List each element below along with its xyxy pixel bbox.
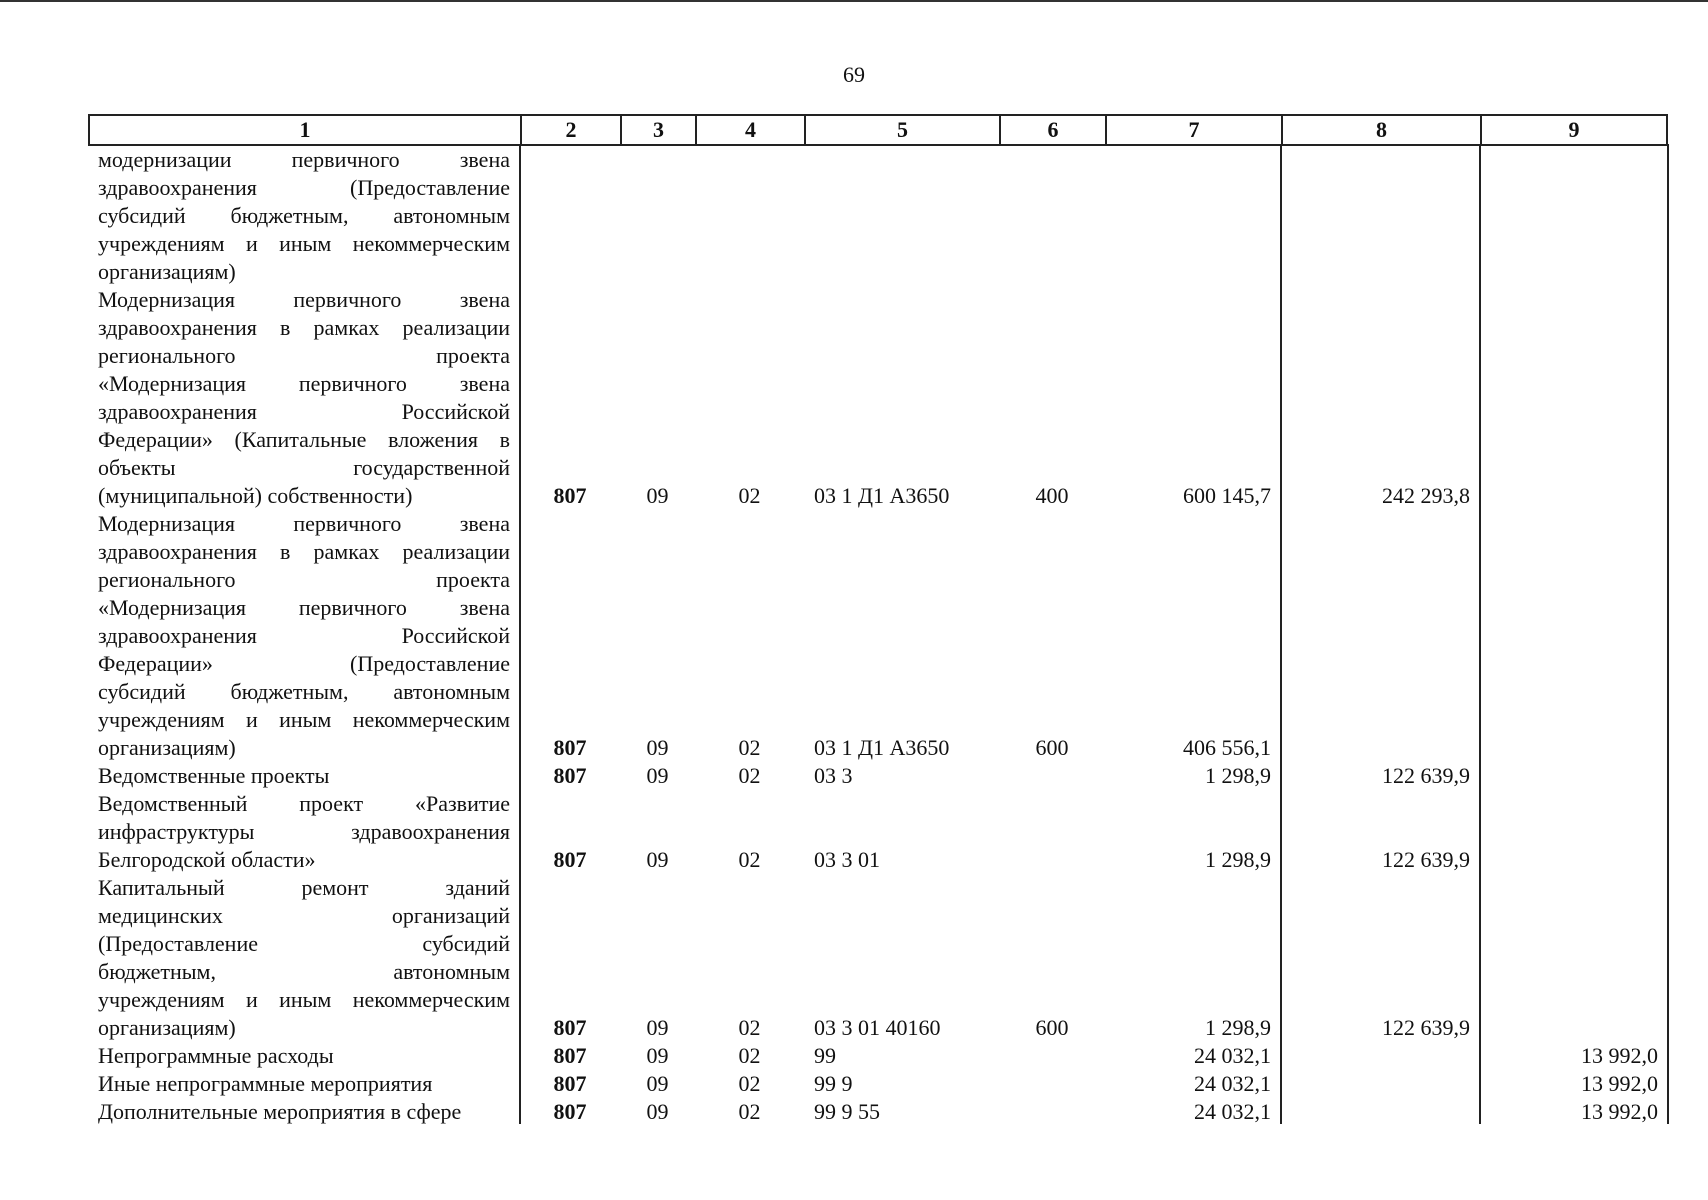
column-header-2: 2 — [520, 116, 620, 144]
cell-c5: 99 9 55 — [814, 1099, 880, 1124]
column-rule — [1479, 144, 1481, 1124]
cell-c5: 03 1 Д1 А3650 — [814, 483, 950, 508]
description-line: субсидий бюджетным, автономным — [98, 679, 510, 704]
description-line: Федерации» (Капитальные вложения в — [98, 427, 510, 452]
description-line: организациям) — [98, 735, 236, 760]
cell-c2: 807 — [553, 483, 587, 508]
row-description — [88, 510, 520, 762]
row-description — [88, 1042, 520, 1070]
cell-c4: 02 — [738, 1043, 761, 1068]
cell-c5: 03 3 01 40160 — [814, 1015, 941, 1040]
cell-c8: 242 293,8 — [1382, 483, 1470, 508]
description-line: бюджетным, автономным — [98, 959, 510, 984]
cell-c3: 09 — [646, 763, 669, 788]
description-line: субсидий бюджетным, автономным — [98, 203, 510, 228]
cell-c5: 99 9 — [814, 1071, 853, 1096]
cell-c2: 807 — [553, 1071, 587, 1096]
left-rule — [88, 114, 90, 144]
table-row — [88, 1098, 1668, 1126]
column-header-1: 1 — [88, 116, 520, 144]
cell-c3: 09 — [646, 735, 669, 760]
column-rule — [1280, 144, 1282, 1124]
description-line: Капитальный ремонт зданий — [98, 875, 510, 900]
cell-c4: 02 — [738, 1099, 761, 1124]
description-line: здравоохранения в рамках реализации — [98, 539, 510, 564]
cell-c7: 1 298,9 — [1205, 763, 1271, 788]
cell-c7: 600 145,7 — [1183, 483, 1271, 508]
cell-c4: 02 — [738, 483, 761, 508]
row-description — [88, 762, 520, 790]
table-row — [88, 1042, 1668, 1070]
cell-c9: 13 992,0 — [1581, 1071, 1658, 1096]
description-line: Модернизация первичного звена — [98, 287, 510, 312]
description-line: Дополнительные мероприятия в сфере — [98, 1099, 462, 1124]
cell-c2: 807 — [553, 735, 587, 760]
cell-c8: 122 639,9 — [1382, 763, 1470, 788]
description-line: Ведомственные проекты — [98, 763, 330, 788]
cell-c4: 02 — [738, 847, 761, 872]
table-header — [88, 114, 1668, 146]
description-line: Иные непрограммные мероприятия — [98, 1071, 433, 1096]
description-line: (Предоставление субсидий — [98, 931, 510, 956]
cell-c5: 03 3 01 — [814, 847, 880, 872]
column-header-7: 7 — [1105, 116, 1281, 144]
cell-c4: 02 — [738, 763, 761, 788]
table-row — [88, 146, 1668, 286]
description-line: здравоохранения Российской — [98, 399, 510, 424]
cell-c2: 807 — [553, 1015, 587, 1040]
description-line: Ведомственный проект «Развитие — [98, 791, 510, 816]
cell-c9: 13 992,0 — [1581, 1099, 1658, 1124]
description-line: (муниципальной) собственности) — [98, 483, 413, 508]
cell-c2: 807 — [553, 1043, 587, 1068]
cell-c7: 24 032,1 — [1194, 1043, 1271, 1068]
budget-table — [88, 114, 1668, 1126]
cell-c6: 400 — [1035, 483, 1069, 508]
table-row — [88, 286, 1668, 510]
description-line: «Модернизация первичного звена — [98, 371, 510, 396]
description-line: организациям) — [98, 1015, 236, 1040]
column-header-6: 6 — [999, 116, 1105, 144]
cell-c7: 24 032,1 — [1194, 1071, 1271, 1096]
cell-c9: 13 992,0 — [1581, 1043, 1658, 1068]
cell-c6: 600 — [1035, 1015, 1069, 1040]
cell-c5: 99 — [814, 1043, 836, 1068]
row-description — [88, 1098, 520, 1126]
description-line: Белгородской области» — [98, 847, 316, 872]
cell-c5: 03 1 Д1 А3650 — [814, 735, 950, 760]
cell-c3: 09 — [646, 847, 669, 872]
table-row — [88, 790, 1668, 874]
row-description — [88, 790, 520, 874]
cell-c7: 1 298,9 — [1205, 847, 1271, 872]
description-line: инфраструктуры здравоохранения — [98, 819, 510, 844]
description-line: учреждениям и иным некоммерческим — [98, 987, 510, 1012]
top-rule — [0, 0, 1708, 2]
description-line: здравоохранения в рамках реализации — [98, 315, 510, 340]
description-line: организациям) — [98, 259, 236, 284]
description-line: Непрограммные расходы — [98, 1043, 334, 1068]
cell-c8: 122 639,9 — [1382, 1015, 1470, 1040]
cell-c5: 03 3 — [814, 763, 853, 788]
cell-c3: 09 — [646, 483, 669, 508]
page-number: 69 — [843, 62, 865, 87]
description-line: учреждениям и иным некоммерческим — [98, 231, 510, 256]
description-line: регионального проекта — [98, 567, 510, 592]
cell-c3: 09 — [646, 1043, 669, 1068]
description-line: Модернизация первичного звена — [98, 511, 510, 536]
cell-c6: 600 — [1035, 735, 1069, 760]
column-header-5: 5 — [804, 116, 999, 144]
description-line: здравоохранения (Предоставление — [98, 175, 510, 200]
cell-c7: 1 298,9 — [1205, 1015, 1271, 1040]
cell-c3: 09 — [646, 1071, 669, 1096]
cell-c7: 406 556,1 — [1183, 735, 1271, 760]
column-header-4: 4 — [695, 116, 804, 144]
cell-c3: 09 — [646, 1015, 669, 1040]
column-rule — [519, 144, 521, 1124]
row-description — [88, 146, 520, 286]
cell-c4: 02 — [738, 1071, 761, 1096]
table-row — [88, 1070, 1668, 1098]
cell-c3: 09 — [646, 1099, 669, 1124]
description-line: регионального проекта — [98, 343, 510, 368]
table-row — [88, 762, 1668, 790]
cell-c7: 24 032,1 — [1194, 1099, 1271, 1124]
description-line: «Модернизация первичного звена — [98, 595, 510, 620]
cell-c2: 807 — [553, 847, 587, 872]
table-row — [88, 874, 1668, 1042]
column-header-3: 3 — [620, 116, 695, 144]
cell-c4: 02 — [738, 735, 761, 760]
cell-c2: 807 — [553, 763, 587, 788]
cell-c8: 122 639,9 — [1382, 847, 1470, 872]
description-line: медицинских организаций — [98, 903, 510, 928]
table-body — [88, 146, 1668, 1126]
column-rule — [1667, 144, 1669, 1124]
column-header-8: 8 — [1281, 116, 1480, 144]
column-header-9: 9 — [1480, 116, 1668, 144]
row-description — [88, 1070, 520, 1098]
cell-c4: 02 — [738, 1015, 761, 1040]
description-line: здравоохранения Российской — [98, 623, 510, 648]
description-line: учреждениям и иным некоммерческим — [98, 707, 510, 732]
row-description — [88, 874, 520, 1042]
description-line: модернизации первичного звена — [98, 147, 510, 172]
cell-c2: 807 — [553, 1099, 587, 1124]
table-row — [88, 510, 1668, 762]
description-line: Федерации» (Предоставление — [98, 651, 510, 676]
description-line: объекты государственной — [98, 455, 510, 480]
row-description — [88, 286, 520, 510]
